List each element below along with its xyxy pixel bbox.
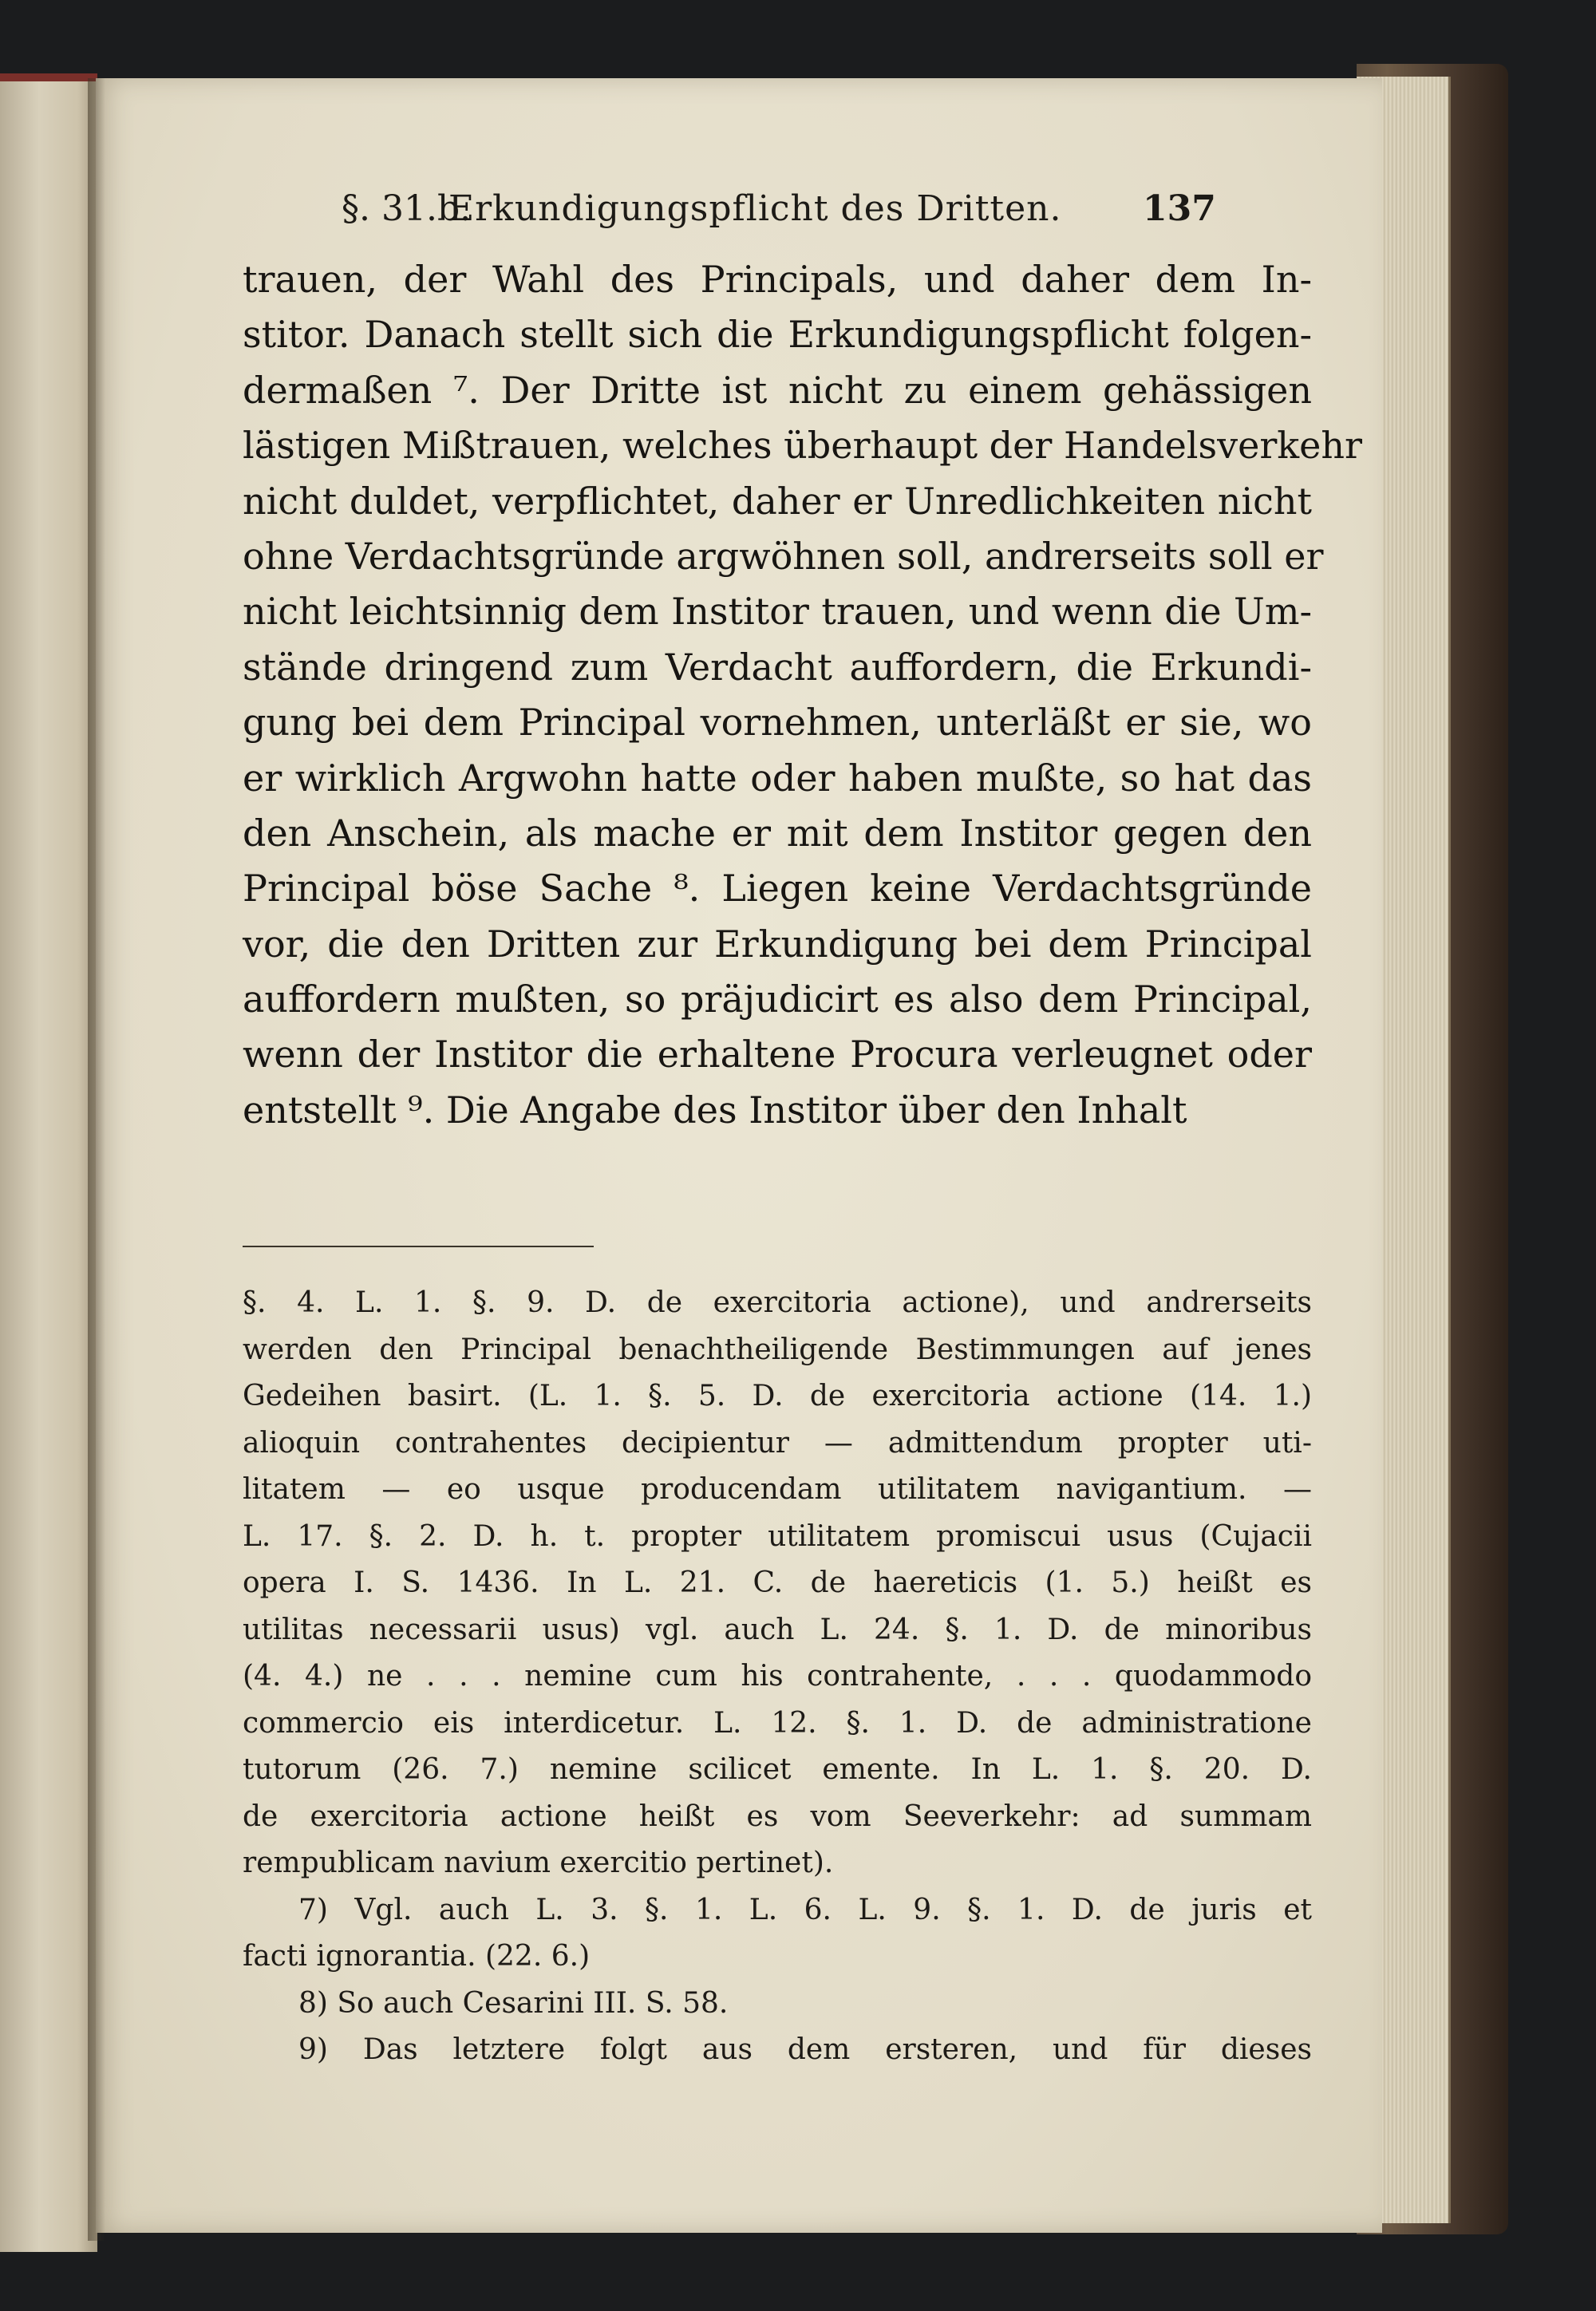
footnote-line: L. 17. §. 2. D. h. t. propter utilitatem promiscui usus (Cujacii [243, 1519, 1312, 1553]
footnote-line: (4. 4.) ne . . . nemine cum his contrahente, . . . quodammodo [243, 1660, 1312, 1693]
text-line: trauen, der Wahl des Principals, und daher dem In- [243, 258, 1312, 301]
footnote-line: alioquin contrahentes decipientur — admittendum propter uti- [243, 1426, 1312, 1460]
footnote-7: 7) Vgl. auch L. 3. §. 1. L. 6. L. 9. §. 1. D. de juris et [298, 1893, 1312, 1926]
text-line: stände dringend zum Verdacht auffordern, die Erkundi- [243, 645, 1312, 689]
book-page [96, 78, 1382, 2233]
text-line: gung bei dem Principal vornehmen, unterläßt er sie, wo [243, 701, 1312, 745]
footnote-line: facti ignorantia. (22. 6.) [243, 1940, 591, 1973]
footnote-separator [243, 1246, 594, 1247]
footnote-line: tutorum (26. 7.) nemine scilicet emente. In L. 1. §. 20. D. [243, 1753, 1312, 1786]
footnote-line: Gedeihen basirt. (L. 1. §. 5. D. de exercitoria actione (14. 1.) [243, 1380, 1312, 1412]
footnote-line: rempublicam navium exercitio pertinet). [243, 1847, 834, 1879]
section-number: §. 31.b. [342, 188, 472, 229]
footnote-9: 9) Das letztere folgt aus dem ersteren, und für dieses [298, 2033, 1312, 2066]
footnote-line: opera I. S. 1436. In L. 21. C. de haereticis (1. 5.) heißt es [243, 1566, 1312, 1599]
text-line: wenn der Institor die erhaltene Procura verleugnet oder [243, 1033, 1312, 1076]
text-line: vor, die den Dritten zur Erkundigung bei dem Principal [243, 922, 1312, 966]
text-line: ohne Verdachtsgründe argwöhnen soll, andrerseits soll er [243, 534, 1324, 578]
text-line: nicht duldet, verpflichtet, daher er Unredlichkeiten nicht [243, 479, 1312, 523]
footnote-line: utilitas necessarii usus) vgl. auch L. 24. §. 1. D. de minoribus [243, 1613, 1312, 1646]
footnote-line: litatem — eo usque producendam utilitatem navigantium. — [243, 1473, 1312, 1506]
text-line: Principal böse Sache ⁸. Liegen keine Verdachtsgründe [243, 867, 1312, 911]
footnote-line: werden den Principal benachtheiligende Bestimmungen auf jenes [243, 1333, 1312, 1366]
footnotes [243, 1280, 1312, 2074]
text-line: nicht leichtsinnig dem Institor trauen, und wenn die Um- [243, 590, 1312, 634]
main-text [243, 252, 1363, 1138]
text-line: stitor. Danach stellt sich die Erkundigungspflicht folgen- [243, 313, 1312, 357]
page-number: 137 [1143, 188, 1216, 229]
text-line: lästigen Mißtrauen, welches überhaupt der Handelsverkehr [243, 424, 1363, 468]
footnote-8: 8) So auch Cesarini III. S. 58. [298, 1986, 729, 2020]
previous-page-edge [0, 73, 97, 2252]
text-line: entstellt ⁹. Die Angabe des Institor über den Inhalt [243, 1088, 1187, 1132]
running-title: Erkundigungspflicht des Dritten. [448, 188, 1062, 229]
footnote-line: commercio eis interdicetur. L. 12. §. 1. D. de administratione [243, 1706, 1312, 1740]
text-line: den Anschein, als mache er mit dem Institor gegen den [243, 811, 1312, 855]
page-gutter-shadow [88, 78, 105, 2241]
text-line: auffordern mußten, so präjudicirt es also dem Principal, [243, 978, 1312, 1021]
text-line: er wirklich Argwohn hatte oder haben mußte, so hat das [243, 756, 1312, 800]
footnote-line: §. 4. L. 1. §. 9. D. de exercitoria actione), und andrerseits [243, 1286, 1312, 1319]
footnote-line: de exercitoria actione heißt es vom Seeverkehr: ad summam [243, 1799, 1312, 1833]
text-line: dermaßen ⁷. Der Dritte ist nicht zu einem gehässigen [243, 368, 1312, 412]
